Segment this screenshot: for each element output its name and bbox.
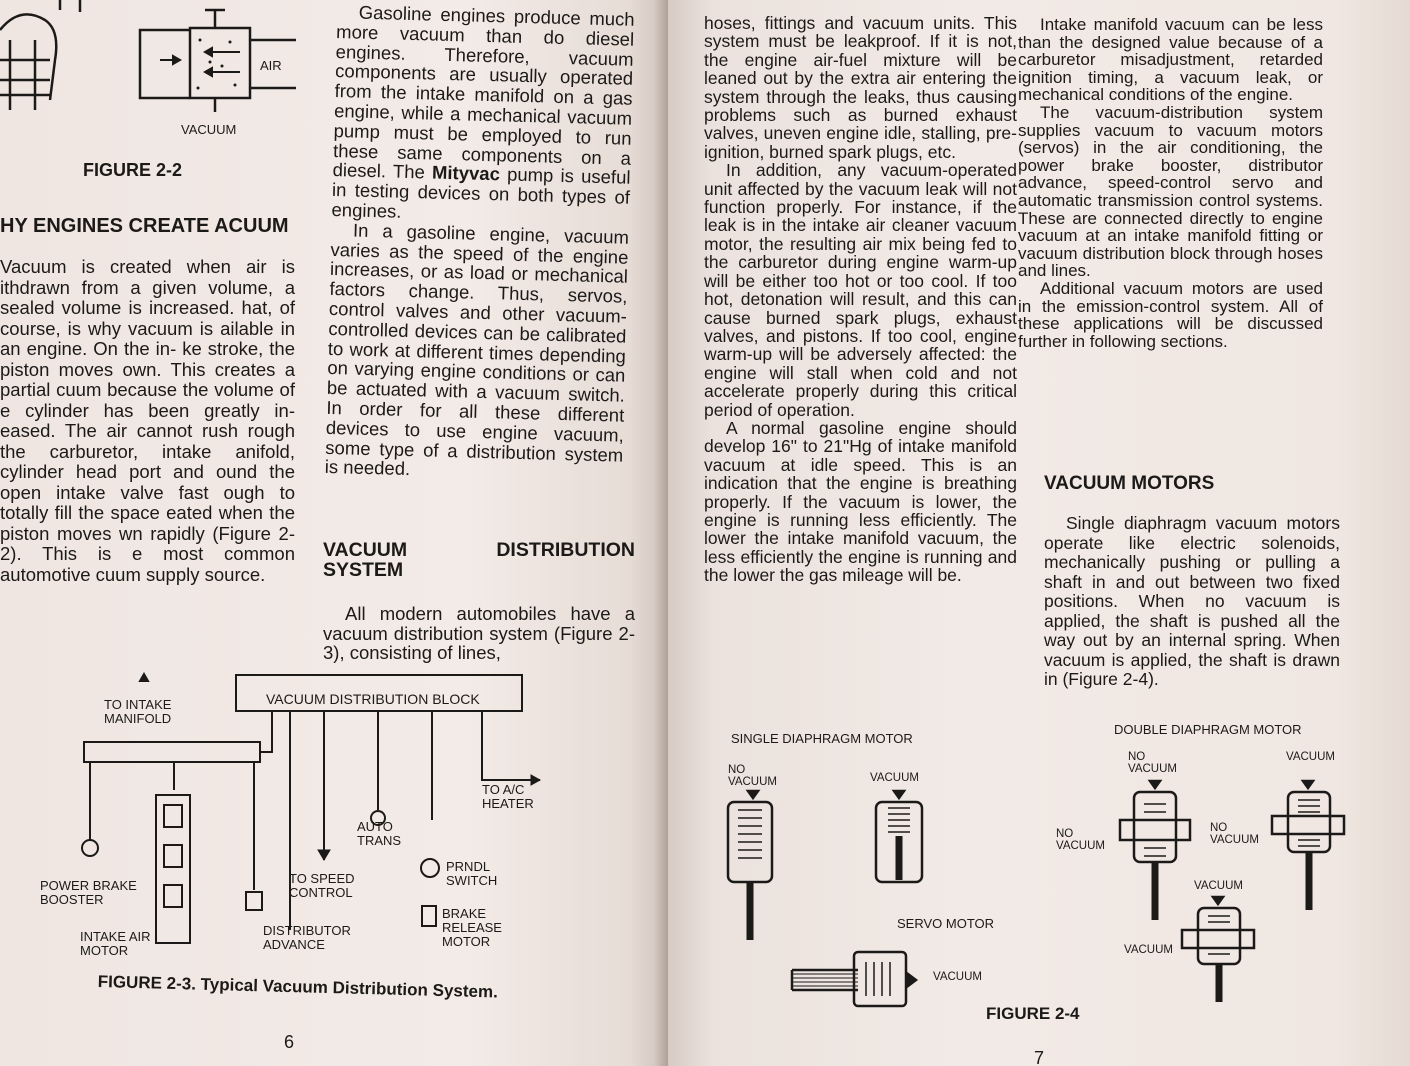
left-page-right-column [325,2,635,485]
figure-2-2-diagram [0,0,300,130]
single-diaphragm-paragraph: Single diaphragm vacuum motors operate like electric solenoids, mechanically pushing or pulling a shaft in and out between two fixed positions. When no vacuum is applied, the shaft is pushed all the way out by an internal spring. When vacuum is applied, the shaft is drawn in (Figure 2-4). [1044,513,1340,689]
vacuum-distribution-heading: VACUUM DISTRIBUTION SYSTEM [323,539,635,581]
vacuum-leak-paragraph: In addition, any vacuum-operated unit affected by the vacuum leak will not function properly. For instance, if the leak is in the intake air cleaner vacuum motor, the resulting air mix being fed to the carburetor during engine warm-up will be either too hot or too cool. If too hot, detonation will result, and this can cause burned spark plugs, exhaust valves, and pistons. If too cool, engine warm-up will be adversely affected: the engine will stall when cold and not accelerate properly during this critical period of operation. [704,160,1017,420]
double-diaphragm-title: DOUBLE DIAPHRAGM MOTOR [1114,722,1302,737]
double-vacuum-middle-label: VACUUM [1194,880,1243,892]
double-vacuum-top-label: VACUUM [1286,751,1335,763]
to-intake-manifold-label: TO INTAKE MANIFOLD [104,697,172,726]
prndl-switch-label: PRNDL SWITCH [446,859,498,888]
figure-2-2-air-label: AIR [260,58,282,73]
right-page [668,0,1410,1066]
figure-2-4-diagram [668,740,1348,1040]
left-page [0,0,668,1066]
figure-2-4-caption: FIGURE 2-4 [986,1004,1080,1023]
leakproof-paragraph: hoses, fittings and vacuum units. This system must be leakproof. If it is not, the engine air-fuel mixture will be leaned out by the extra air entering the system through the leaks, thus causing problems such as burned exhaust valves, uneven engine idle, stalling, pre-ignition, burned spark plugs, etc. [704,13,1017,162]
double-no-vacuum-right-label: NO VACUUM [1210,822,1259,846]
normal-engine-paragraph: A normal gasoline engine should develop 16" to 21"Hg of intake manifold vacuum at idle speed. This is an indication that the engine is breathing properly. If the vacuum is lower, the engine is running less efficiently. The lower the intake manifold vacuum, the less efficiently the engine is running and the lower the gas mileage will be. [704,417,1017,586]
speed-control-label: TO SPEED CONTROL [289,871,355,900]
why-engines-section [0,216,295,585]
mityvac-brand: Mityvac [431,161,501,185]
double-vacuum-bottom-label: VACUUM [1124,944,1173,956]
servo-vacuum-label: VACUUM [933,971,982,983]
brake-release-motor-label: BRAKE RELEASE MOTOR [442,906,502,949]
figure-2-2-caption: FIGURE 2-2 [83,160,183,180]
vacuum-distribution-section [323,540,635,663]
single-vacuum-label: VACUUM [870,772,919,784]
double-no-vacuum-top-label: NO VACUUM [1128,751,1177,775]
distribution-block-label: VACUUM DISTRIBUTION BLOCK [266,691,480,707]
why-engines-body: Vacuum is created when air is ithdrawn from a given volume, a sealed volume is increased. hat, of course, is why vacuum is ailable in an engine. On the in- ke stroke, the piston moves own. This creates a partial cuum because the volume of e cylinder has been greatly in- eased. The air cannot rush rough the carburetor, intake anifold, cylinder head port and ound the open intake valve fast ough to totally fill the space eated when the piston moves wn rapidly (Figure 2-2). This is e most common automotive cuum supply source. [0,256,295,585]
vacuum-varies-paragraph: In a gasoline engine, vacuum varies as the speed of the engine increases, or as load or mechanical factors change. Thus, servos, control valves and other vacuum-controlled devices can be calibrated to work at different times depending on varying engine conditions or can be actuated with a vacuum switch. In order for all these different devices to use engine vacuum, some type of a distribution system is needed. [324,219,630,480]
single-diaphragm-title: SINGLE DIAPHRAGM MOTOR [731,731,913,746]
distribution-system-paragraph: The vacuum-distribution system supplies vacuum to vacuum motors (servos) in the air conditioning, the power brake booster, distributor advance, speed-control servo and automatic transmission control systems. These are connected directly to engine vacuum at an intake manifold fitting or vacuum distribution block through hoses and lines. [1018,102,1323,281]
servo-motor-title: SERVO MOTOR [897,916,995,931]
to-ac-heater-label: TO A/C HEATER [482,782,534,811]
auto-trans-label: AUTO TRANS [357,819,402,848]
figure-2-2-vacuum-label: VACUUM [181,122,237,137]
double-no-vacuum-left-label: NO VACUUM [1056,828,1105,852]
gasoline-paragraph: Gasoline engines produce much more vacuum than do diesel engines. Therefore, vacuum components are usually operated from the intake manifold on a gas engine, while a mechanical vacuum pump must be employed to run these same components on a diesel. The Mityvac pump is useful in testing devices on both types of engines. [331,1,635,222]
intake-air-motor-label: INTAKE AIR MOTOR [80,929,151,958]
vacuum-motors-heading: VACUUM MOTORS [1044,473,1215,494]
page-number-left: 6 [284,1032,295,1052]
distributor-advance-label: DISTRIBUTOR ADVANCE [263,923,351,952]
right-page-column-1 [704,14,1017,585]
single-no-vacuum-label: NO VACUUM [728,764,777,788]
additional-motors-paragraph: Additional vacuum motors are used in the emission-control system. All of these applications will be discussed further in following sections. [1018,278,1323,351]
power-brake-booster-label: POWER BRAKE BOOSTER [40,878,137,907]
page-number-right: 7 [1034,1048,1045,1066]
why-engines-heading: HY ENGINES CREATE ACUUM [0,215,289,237]
right-page-column-2 [1018,16,1323,350]
figure-2-3-caption: FIGURE 2-3. Typical Vacuum Distribution System. [97,972,499,1002]
vacuum-motors-section [1044,474,1340,690]
distribution-intro-paragraph: All modern automobiles have a vacuum distribution system (Figure 2-3), consisting of lines, [323,603,635,663]
manifold-vacuum-paragraph: Intake manifold vacuum can be less than the designed value because of a carburetor misadjustment, retarded ignition timing, a vacuum leak, or mechanical conditions of the engine. [1018,15,1323,105]
